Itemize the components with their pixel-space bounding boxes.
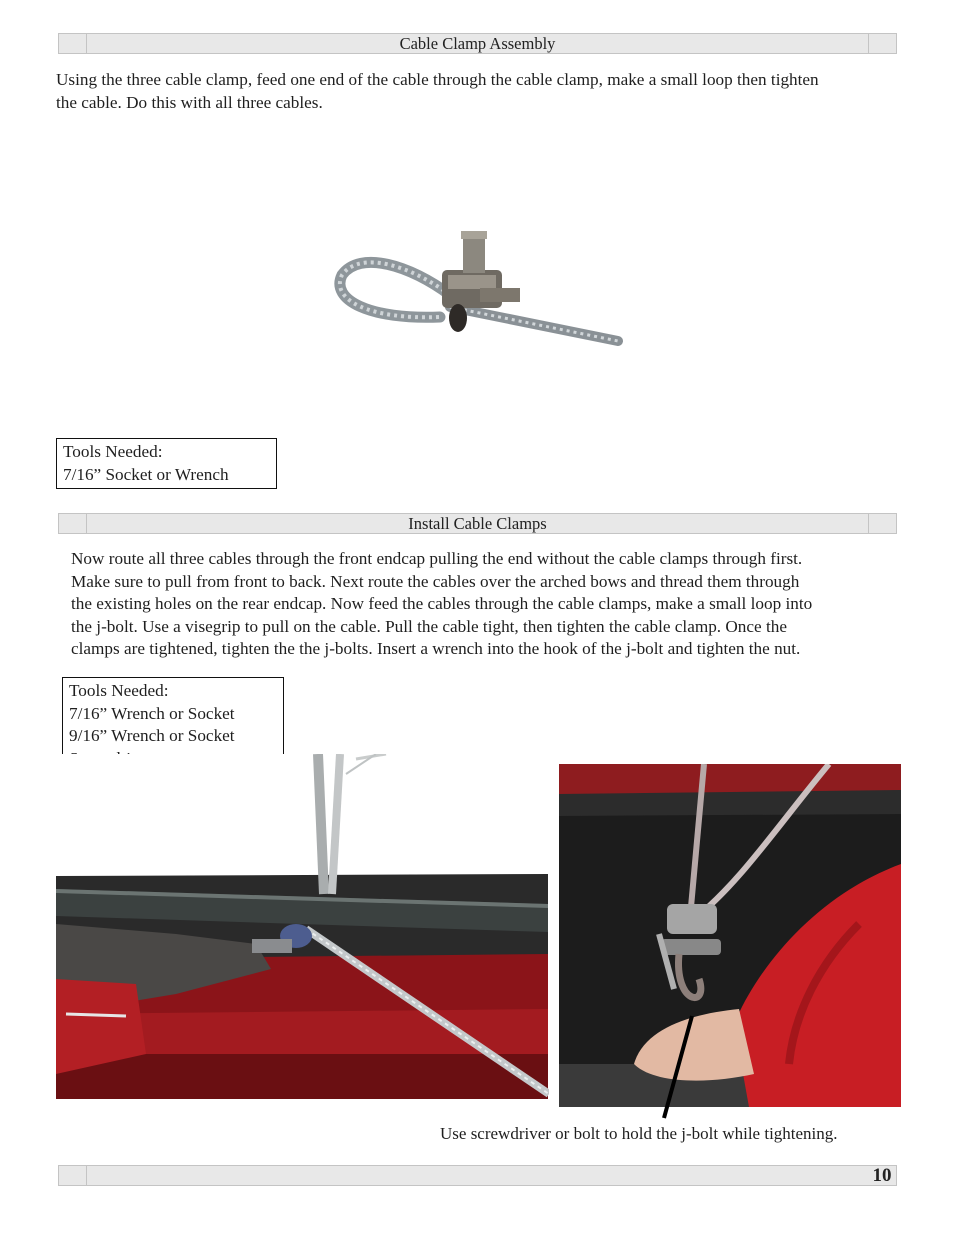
tool-item: 9/16” Wrench or Socket	[69, 726, 235, 745]
header-right-cap	[868, 34, 896, 53]
paragraph-line: the j-bolt. Use a visegrip to pull on the cable. Pull the cable tight, then tighten the cable clamp. Once the	[71, 616, 787, 636]
paragraph-line: the existing holes on the rear endcap. Now feed the cables through the cable clamps, make a small loop into	[71, 594, 813, 613]
section1-paragraph	[56, 69, 819, 114]
tool-item: 7/16” Socket or Wrench	[63, 464, 229, 484]
cable-clamp-photo	[330, 225, 630, 350]
tool-item: 7/16” Wrench or Socket	[69, 703, 235, 723]
tools-heading: Tools Needed:	[63, 442, 163, 461]
footer-left-cap	[59, 1166, 87, 1185]
tools-heading: Tools Needed:	[69, 681, 169, 700]
header-left-cap	[59, 514, 87, 533]
header-left-cap	[59, 34, 87, 53]
tools-needed-box-1	[56, 438, 277, 489]
paragraph-line: the cable. Do this with all three cables.	[56, 92, 323, 112]
section-title: Install Cable Clamps	[408, 514, 547, 533]
paragraph-line: Now route all three cables through the front endcap pulling the end without the cable clamps through first.	[71, 549, 803, 568]
page-number: 10	[872, 1165, 892, 1186]
drill-visegrip-photo	[56, 754, 549, 1099]
paragraph-line: Make sure to pull from front to back. Next route the cables over the arched bows and thread them through	[71, 571, 800, 591]
photo-caption: Use screwdriver or bolt to hold the j-bolt while tightening.	[440, 1124, 838, 1143]
footer-bar	[58, 1165, 897, 1186]
section-header-cable-clamp-assembly	[58, 33, 897, 54]
pointer-line	[655, 1012, 695, 1122]
j-bolt-hand-photo	[559, 764, 901, 1107]
paragraph-line: Using the three cable clamp, feed one end of the cable through the cable clamp, make a small loop then tighten	[56, 70, 819, 89]
paragraph-line: clamps are tightened, tighten the the j-bolts. Insert a wrench into the hook of the j-bolt and tighten the nut.	[71, 639, 801, 658]
section-header-install-cable-clamps	[58, 513, 897, 534]
section-title: Cable Clamp Assembly	[399, 34, 556, 53]
section2-paragraph	[71, 548, 812, 661]
header-right-cap	[868, 514, 896, 533]
